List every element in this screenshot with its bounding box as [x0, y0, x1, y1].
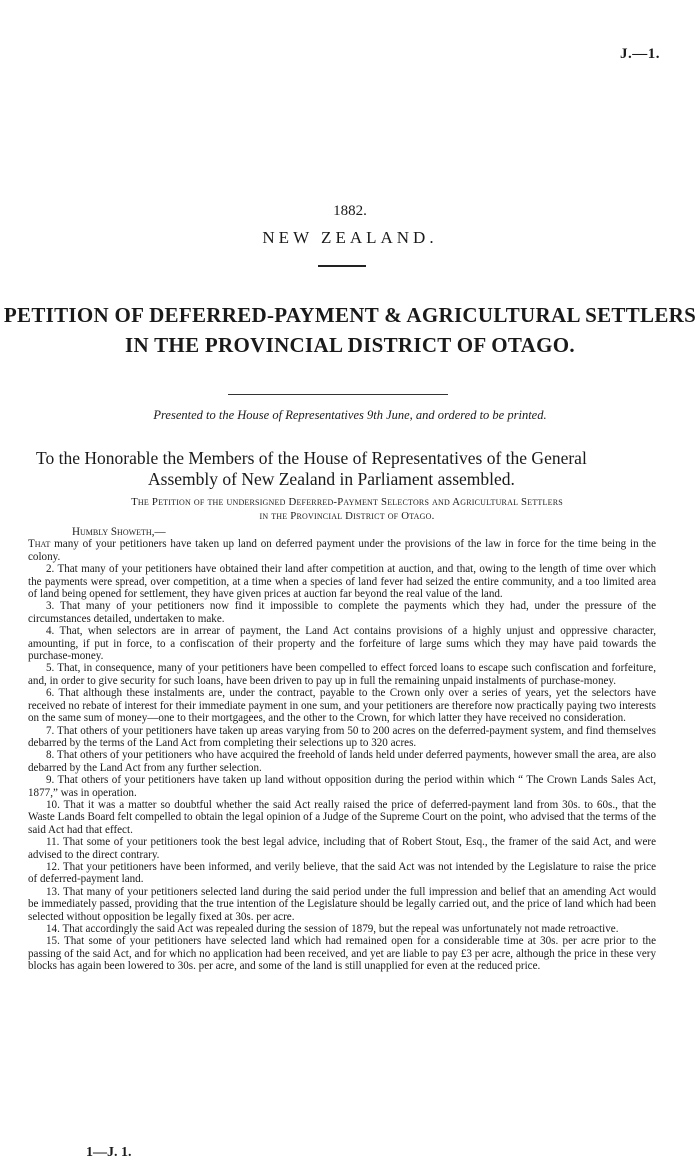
document-title — [0, 300, 700, 360]
paragraph-2: 2. That many of your petitioners have obtained their land after competition at auction, and that, owing to the length of time over which the payments were spread, over competition, at a time when a species of land fever had seized the entire community, and a too limited area of land being opened for settlement, they have given prices at auction far beyond the real value of the land. — [28, 563, 656, 601]
paragraph-4: 4. That, when selectors are in arrear of payment, the Land Act contains provisions of a highly unjust and oppressive character, amounting, if put in force, to a confiscation of their property and the forfeiture of large sums which they may have paid towards the purchase-money. — [28, 625, 656, 663]
paragraph-1-text: many of your petitioners have taken up land on deferred payment under the provisions of the law in force for the time being in the colony. — [28, 538, 656, 563]
paragraph-14: 14. That accordingly the said Act was repealed during the session of 1879, but the repeal was unfortunately not made retroactive. — [46, 923, 619, 935]
address-line-1: To the Honorable the Members of the House of Representatives of the General — [36, 448, 587, 468]
showeth-line: Humbly Showeth,— — [72, 526, 166, 538]
country-heading: NEW ZEALAND. — [262, 228, 438, 247]
lead-word: That — [28, 538, 51, 551]
divider — [228, 394, 448, 395]
paragraph-6: 6. That although these instalments are, under the contract, payable to the Crown only over a series of years, yet the selectors have received no rebate of interest for their immediate payment in one sum, and your petitioners are therefore now practically paying two interests on the same sum of money—one to their mortgagees, and the other to the Crown, for which latter they have received no consideration. — [28, 687, 656, 725]
paragraph-3: 3. That many of your petitioners now find it impossible to complete the payments which they had, under the pressure of the circumstances detailed, undertaken to make. — [28, 600, 656, 625]
petition-body — [28, 526, 656, 973]
paragraph-12: 12. That your petitioners have been informed, and verily believe, that the said Act was not intended by the Legislature to raise the price of deferred-payment land. — [28, 860, 656, 886]
page-reference: J.—1. — [620, 46, 660, 62]
year-heading: 1882. — [333, 203, 367, 219]
petition-heading-line-1: The Petition of the undersigned Deferred-Payment Selectors and Agricultural Settlers — [131, 496, 563, 508]
petition-heading — [32, 495, 662, 523]
paragraph-8: 8. That others of your petitioners who have acquired the freehold of lands held under deferred payments, however small the area, are also debarred by the Land Act from any further selection. — [28, 749, 656, 774]
footer-reference: 1—J. 1. — [86, 1145, 132, 1160]
title-line-1: PETITION OF DEFERRED-PAYMENT & AGRICULTURAL SETTLERS — [3, 303, 697, 327]
paragraph-9: 9. That others of your petitioners have taken up land without opposition during the period within which “ The Crown Lands Sales Act, 1877,” was in operation. — [28, 774, 656, 799]
paragraph-13: 13. That many of your petitioners selected land during the said period under the full impression and belief that an amending Act would be immediately passed, providing that the true intention of the Legislature should be legally carried out, and the price of land which had been selected without opposition be legally fixed at 30s. per acre. — [28, 885, 656, 923]
paragraph-1 — [28, 538, 656, 563]
address-heading — [36, 448, 664, 490]
paragraph-15: 15. That some of your petitioners have selected land which had remained open for a considerable time at 30s. per acre prior to the passing of the said Act, and for which no application had been received, and yet are liable to pay £3 per acre, although the price in these very blocks has again been lowered to 30s. per acre, and some of the land is still unapplied for even at the reduced price. — [28, 935, 656, 973]
title-line-2: IN THE PROVINCIAL DISTRICT OF OTAGO. — [125, 333, 575, 357]
petition-heading-line-2: in the Provincial District of Otago. — [259, 510, 435, 522]
paragraph-10: 10. That it was a matter so doubtful whether the said Act really raised the price of deferred-payment land from 30s. to 60s., that the Waste Lands Board felt compelled to obtain the legal opinion of a Judge of the Supreme Court on the point, who advised that the terms of the said Act had that effect. — [28, 798, 656, 836]
paragraph-5: 5. That, in consequence, many of your petitioners have been compelled to effect forced loans to escape such confiscation and forfeiture, and, in order to give security for such loans, have been driven to pay up in full the remaining unpaid instalments of purchase-money. — [28, 662, 656, 687]
paragraph-7: 7. That others of your petitioners have taken up areas varying from 50 to 200 acres on the deferred-payment system, and find themselves debarred by the terms of the Land Act from completing their selections up to 320 acres. — [28, 724, 656, 749]
paragraph-11: 11. That some of your petitioners took the best legal advice, including that of Robert Stout, Esq., the framer of the said Act, and were advised to the direct contrary. — [28, 836, 656, 861]
divider — [318, 265, 366, 267]
address-line-2: Assembly of New Zealand in Parliament assembled. — [148, 469, 515, 489]
presented-note: Presented to the House of Representatives 9th June, and ordered to be printed. — [153, 408, 547, 422]
